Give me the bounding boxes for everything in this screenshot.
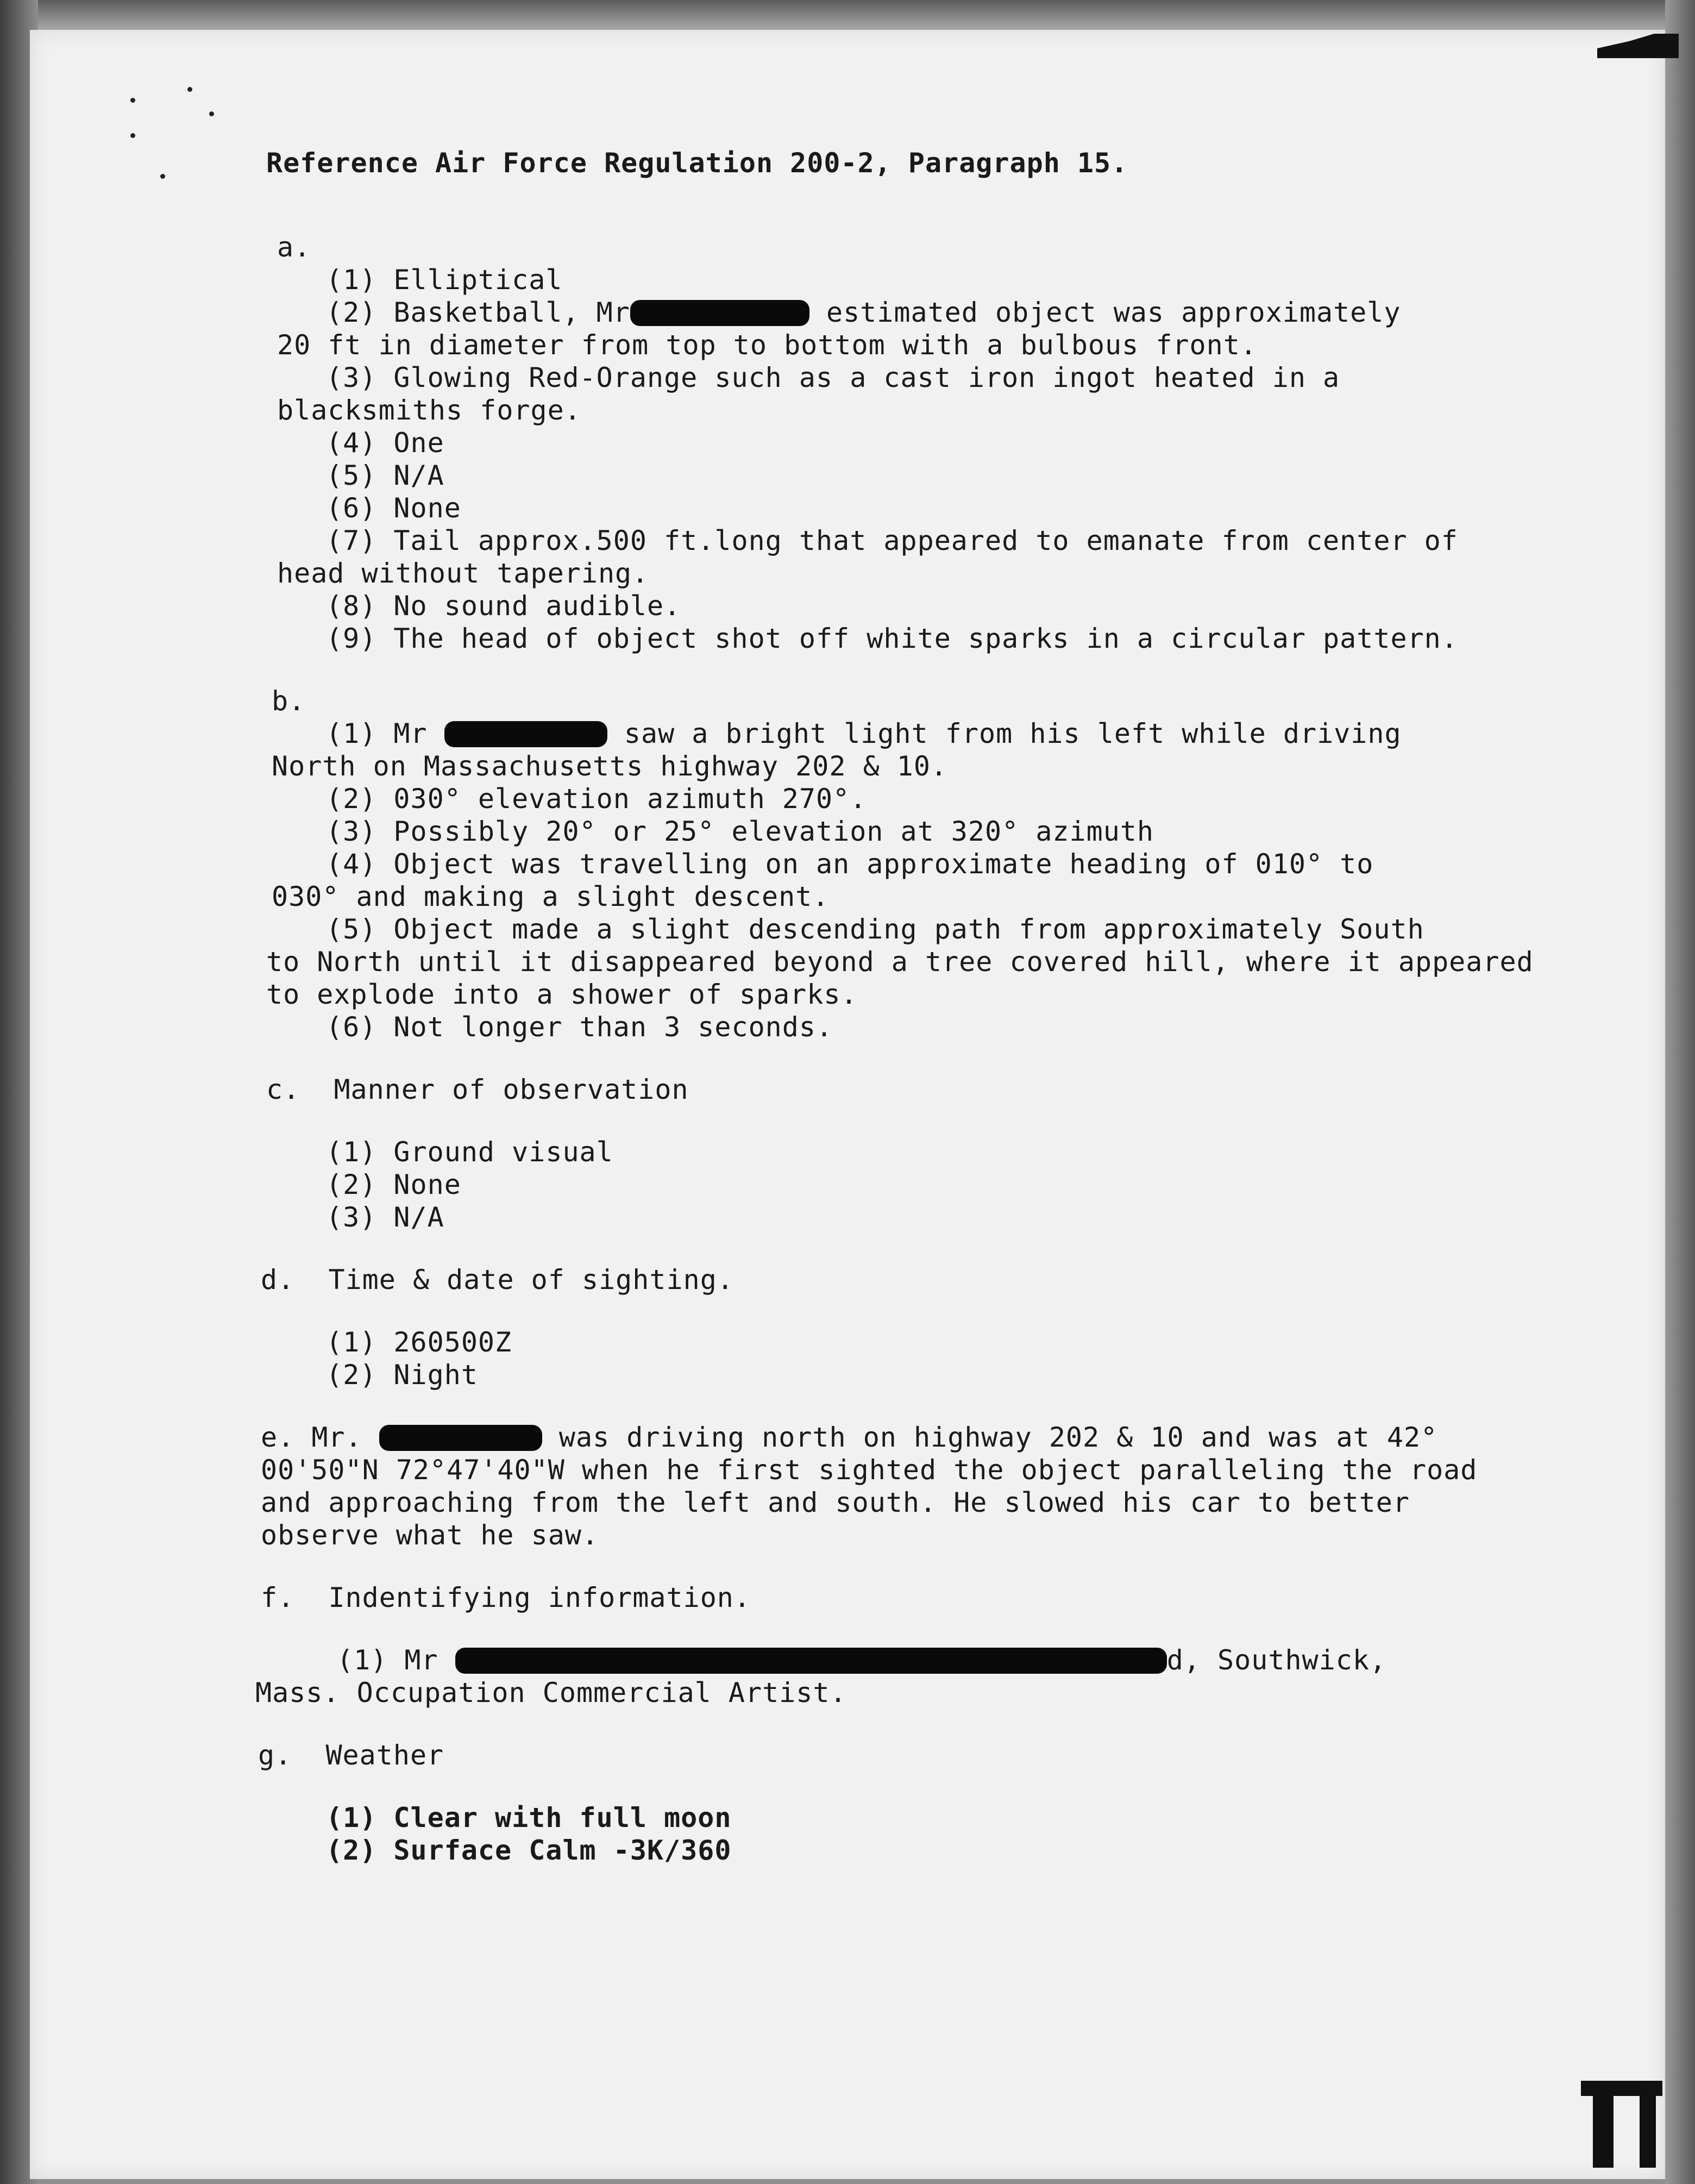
redaction-bar [444, 721, 607, 747]
section-d-heading: d. Time & date of sighting. [261, 1264, 734, 1296]
typed-report [239, 147, 1554, 1867]
section-e-paragraph: e. Mr. was driving north on highway 202 & 10 and was at 42° [261, 1422, 1438, 1453]
section-a-item: (3) Glowing Red-Orange such as a cast iron ingot heated in a [326, 362, 1340, 393]
section-a-item: (1) Elliptical [326, 264, 563, 296]
section-d-item: (1) 260500Z [326, 1326, 512, 1358]
section-b-item: (2) 030° elevation azimuth 270°. [326, 783, 867, 815]
redaction-bar [379, 1425, 542, 1451]
section-b-item: (3) Possibly 20° or 25° elevation at 320° azimuth [326, 816, 1154, 847]
section-a-item: (8) No sound audible. [326, 590, 681, 622]
section-a-label: a. [277, 231, 311, 263]
section-a-item: (2) Basketball, Mr estimated object was approximately [326, 297, 1401, 328]
section-c-item: (3) N/A [326, 1201, 444, 1233]
section-c-item: (2) None [326, 1169, 461, 1200]
section-b-label: b. [272, 685, 306, 717]
scan-speck [160, 174, 165, 179]
section-e-continuation: observe what he saw. [261, 1519, 599, 1551]
section-c-item: (1) Ground visual [326, 1136, 613, 1168]
scan-top-edge [0, 0, 1695, 30]
scan-speck [130, 98, 135, 103]
section-a-item: (7) Tail approx.500 ft.long that appeared to emanate from center of [326, 525, 1458, 556]
section-a-item: (4) One [326, 427, 444, 459]
section-a-item: (6) None [326, 492, 461, 524]
section-a-continuation: head without tapering. [277, 558, 649, 589]
registration-mark [1581, 2081, 1662, 2168]
section-e-continuation: 00'50"N 72°47'40"W when he first sighted the object paralleling the road [261, 1454, 1478, 1486]
section-b-item: (4) Object was travelling on an approximate heading of 010° to [326, 848, 1374, 880]
section-b-continuation: to explode into a shower of sparks. [266, 979, 858, 1010]
section-b-item: (6) Not longer than 3 seconds. [326, 1011, 833, 1043]
section-f-continuation: Mass. Occupation Commercial Artist. [255, 1677, 847, 1709]
section-b-continuation: North on Massachusetts highway 202 & 10. [272, 750, 948, 782]
section-g-item: (1) Clear with full moon [326, 1802, 732, 1833]
section-b-item: (5) Object made a slight descending path from approximately South [326, 913, 1424, 945]
section-d-item: (2) Night [326, 1359, 478, 1391]
section-c-heading: c. Manner of observation [266, 1074, 689, 1105]
section-a-item: (5) N/A [326, 460, 444, 491]
section-g-item: (2) Surface Calm -3K/360 [326, 1835, 732, 1866]
redaction-bar [630, 300, 809, 326]
scan-speck [209, 111, 214, 116]
section-f-heading: f. Indentifying information. [261, 1582, 751, 1613]
scan-speck [130, 133, 135, 138]
section-a-continuation: 20 ft in diameter from top to bottom with a bulbous front. [277, 329, 1257, 361]
section-b-continuation: 030° and making a slight descent. [272, 881, 830, 912]
section-e-continuation: and approaching from the left and south. He slowed his car to better [261, 1487, 1410, 1518]
section-b-item: (1) Mr saw a bright light from his left while driving [326, 718, 1402, 749]
section-a-continuation: blacksmiths forge. [277, 395, 581, 426]
scan-right-edge [1665, 0, 1695, 2184]
section-g-heading: g. Weather [258, 1739, 444, 1771]
section-b-continuation: to North until it disappeared beyond a tree covered hill, where it appeared [266, 946, 1534, 978]
report-heading: Reference Air Force Regulation 200-2, Paragraph 15. [266, 147, 1128, 179]
redaction-bar [455, 1648, 1167, 1674]
section-f-item: (1) Mr d, Southwick, [337, 1644, 1387, 1676]
scan-speck [187, 87, 192, 92]
section-a-item: (9) The head of object shot off white sparks in a circular pattern. [326, 623, 1458, 654]
